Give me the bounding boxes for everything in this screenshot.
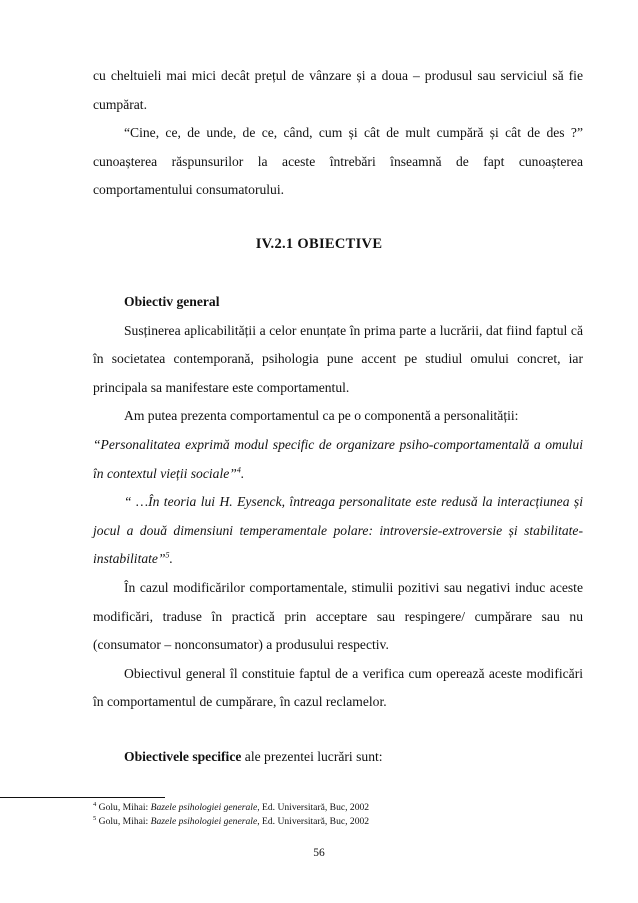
- paragraph-component: Am putea prezenta comportamentul ca pe o componentă a personalității:: [124, 408, 519, 424]
- specific-objectives-text: ale prezentei lucrări sunt:: [241, 748, 383, 764]
- quote-eysenck-end: .: [169, 551, 173, 567]
- footnote-number: 4: [93, 800, 97, 808]
- section-heading: IV.2.1 OBIECTIVE: [255, 236, 383, 252]
- paragraph-support: Susținerea aplicabilității a celor enunțate în prima parte a lucrării, dat fiind faptul că în societatea contemporană, psihologia pune accent pe studiul omului concret, iar principala sa manifestare este comportamentul.: [93, 322, 583, 395]
- specific-objectives-label: Obiectivele specifice: [124, 748, 242, 764]
- paragraph-specific-objectives: [93, 743, 583, 772]
- top-paragraphs: [93, 62, 583, 205]
- paragraph-behavior-changes: În cazul modificărilor comportamentale, stimulii pozitivi sau negativi induc aceste modificări, traduse în practică prin acceptare sau respingere/ cumpărare sau nu (consumator – nonconsumator) a produsului respectiv.: [93, 579, 583, 653]
- footnote-number: 5: [93, 814, 97, 822]
- paragraph-continuation: cu cheltuieli mai mici decât prețul de vânzare și a doua – produsul sau serviciul să fie cumpărat.: [93, 68, 583, 112]
- paragraph-general-objective: Obiectivul general îl constituie faptul de a verifica cum operează aceste modificări în comportamentul de cumpărare, în cazul reclamelor.: [93, 665, 583, 710]
- footnote-4: [93, 801, 573, 815]
- subheading-general-objective: Obiectiv general: [124, 294, 220, 309]
- footnote-publisher: , Ed. Universitară, Buc, 2002: [257, 816, 370, 827]
- quote-eysenck: [93, 488, 583, 574]
- footnote-publisher: , Ed. Universitară, Buc, 2002: [257, 802, 370, 813]
- page-number: 56: [313, 847, 325, 859]
- footnote-separator: [0, 797, 165, 798]
- footnote-title: Bazele psihologiei generale: [150, 802, 258, 813]
- quote-eysenck-text: “ …În teoria lui H. Eysenck, întreaga personalitate este redusă la interacțiunea și jocul a două dimensiuni temperamentale polare: introversie-extroversie și stabilitate- instabilitate”: [93, 494, 583, 567]
- quote-personality-end: .: [240, 465, 245, 481]
- footnotes: [93, 801, 573, 829]
- quote-personality-text: “Personalitatea exprimă modul specific de organizare psiho-comportamentală a omului în contextul vieții sociale”: [93, 436, 583, 481]
- footnote-ref-4[interactable]: 4: [236, 465, 241, 475]
- footnote-title: Bazele psihologiei generale: [150, 816, 258, 827]
- footnote-5: [93, 815, 573, 829]
- section-body: [93, 288, 583, 772]
- footnote-ref-5[interactable]: 5: [165, 550, 170, 560]
- paragraph-questions: “Cine, ce, de unde, de ce, când, cum și cât de mult cumpără și cât de des ?” cunoașterea răspunsurilor la aceste întrebări înseamnă de fapt cunoașterea comportamentului consumatorului.: [93, 125, 583, 198]
- footnote-author: Golu, Mihai:: [98, 802, 151, 813]
- quote-personality: [93, 431, 583, 488]
- footnote-author: Golu, Mihai:: [98, 816, 151, 827]
